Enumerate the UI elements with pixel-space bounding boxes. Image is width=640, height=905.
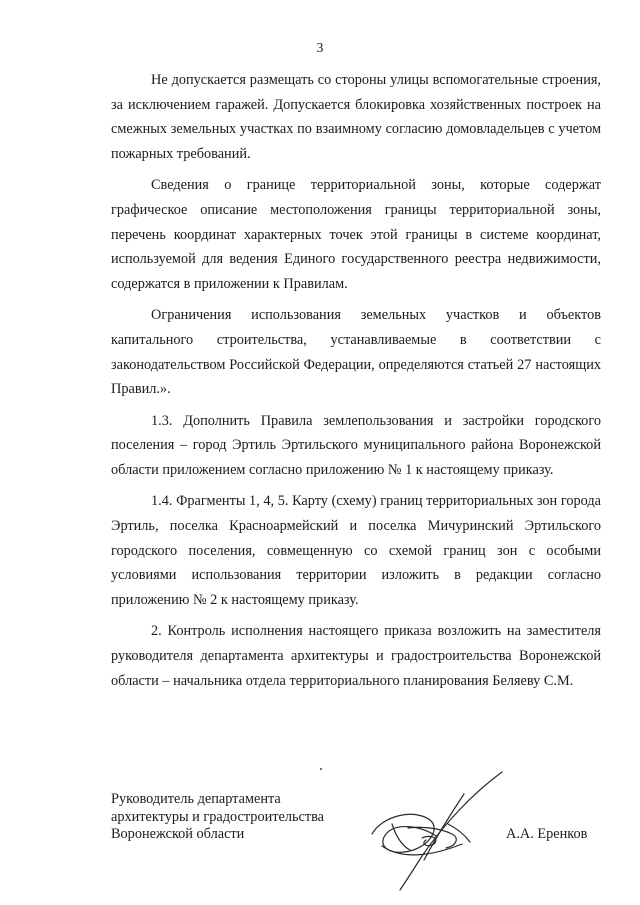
paragraph-item-2: 2. Контроль исполнения настоящего приказа возложить на заместителя руководителя департамента архитектуры и градостроительства Воронежской области – начальника отдела территориального планирования Беляеву С.М. — [111, 623, 601, 689]
signatory-title-line: Руководитель департамента — [111, 791, 281, 807]
signatory-title-line: архитектуры и градостроительства — [111, 808, 325, 825]
paragraph-item-1-4: 1.4. Фрагменты 1, 4, 5. Карту (схему) границ территориальных зон города Эртиль, поселка Красноармейский и поселка Мичуринский Эртильского городского поселения, совмещенную со схемой границ зон с особыми условиями использования территории изложить в редакции согласно приложению № 2 к настоящему приказу. — [111, 493, 601, 609]
signatory-title-line: Воронежской области — [111, 826, 245, 842]
paragraph-item-1-3: 1.3. Дополнить Правила землепользования и застройки городского поселения – город Эртиль Эртильского муниципального района Воронежской области приложением согласно приложению № 1 к настоящему приказу. — [111, 412, 601, 479]
document-body — [111, 68, 601, 693]
ink-dot — [320, 768, 322, 770]
page-number: 3 — [316, 40, 324, 55]
paragraph-restrictions: Ограничения использования земельных участков и объектов капитального строительства, устанавливаемые в соответствии с законодательством Российской Федерации, определяются статьей 27 настоящих Правил.». — [111, 307, 601, 398]
paragraph-zone-boundary: Сведения о границе территориальной зоны, которые содержат графическое описание местоположения границы территориальной зоны, перечень координат характерных точек этой границы в системе координат, используемой для ведения Единого государственного реестра недвижимости, содержатся в приложении к Правилам. — [111, 177, 601, 293]
signatory-title — [111, 791, 324, 844]
handwritten-signature — [352, 764, 517, 894]
paragraph-auxiliary-buildings: Не допускается размещать со стороны улицы вспомогательные строения, за исключением гаражей. Допускается блокировка хозяйственных построек на смежных земельных участках по взаимному согласию домовладельцев с учетом пожарных требований. — [111, 72, 601, 163]
signatory-name: А.А. Еренков — [506, 826, 588, 842]
